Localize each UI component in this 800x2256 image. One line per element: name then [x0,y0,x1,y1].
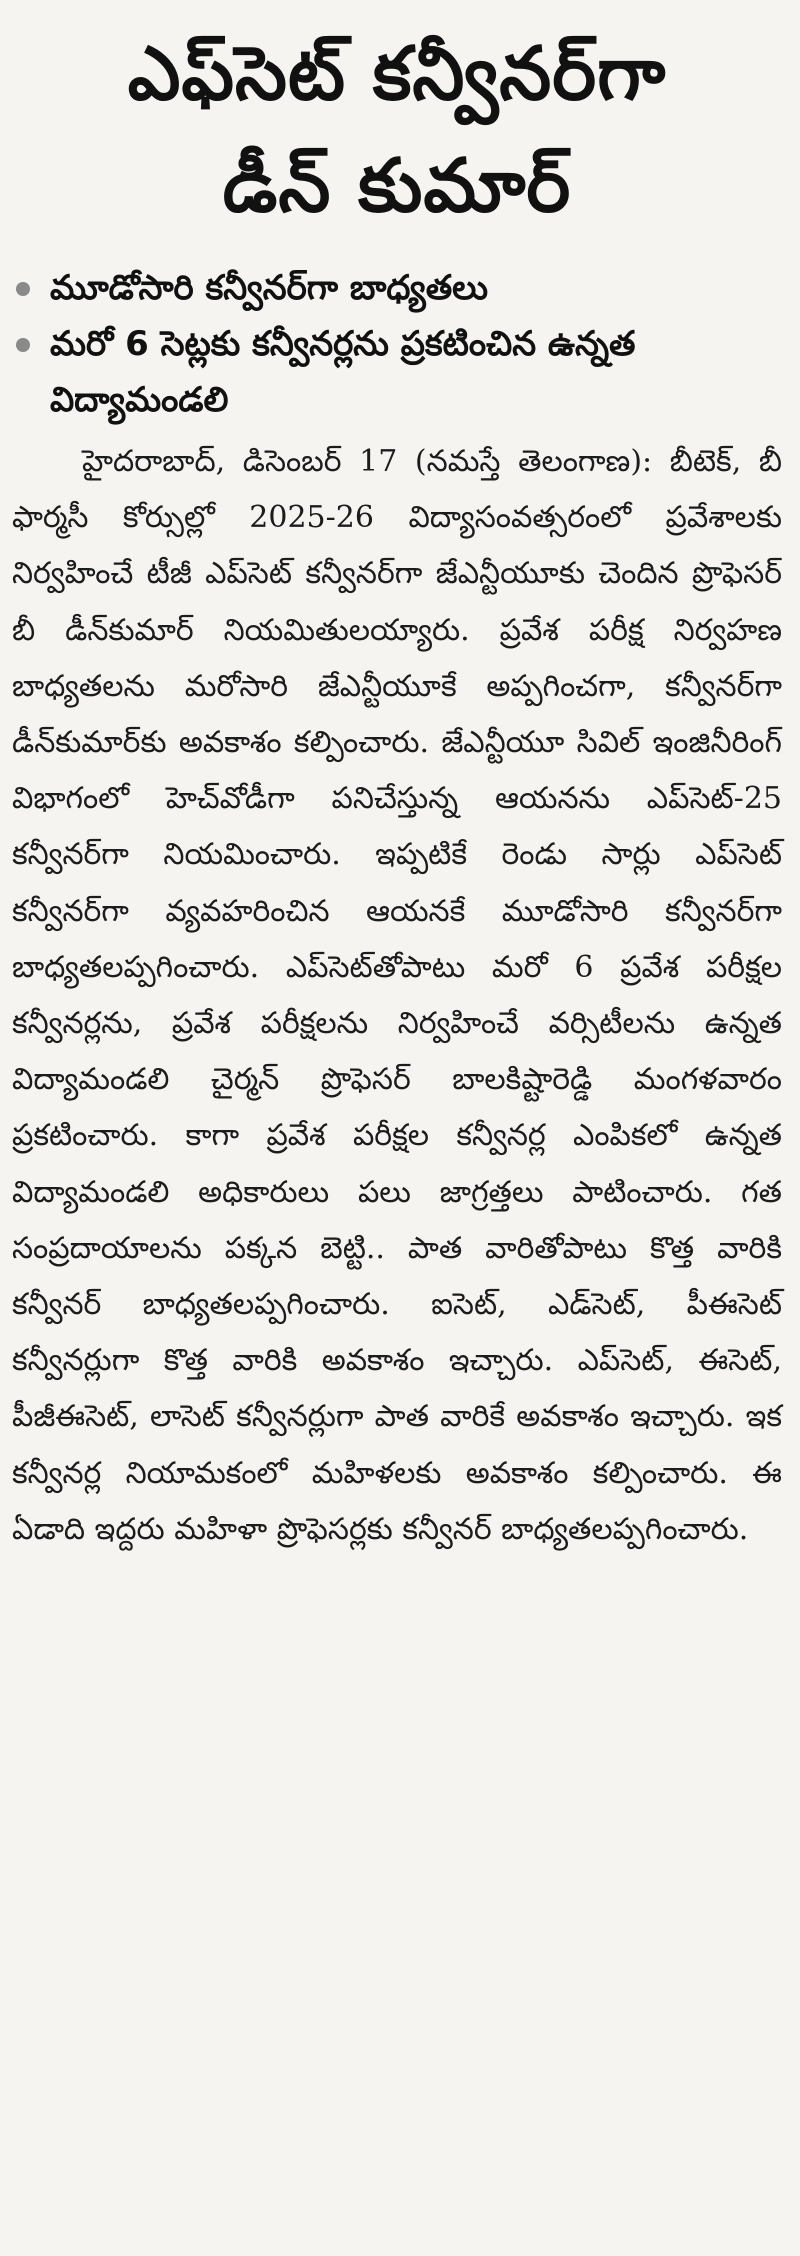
highlight-text: మూడోసారి కన్వీనర్‌గా బాధ్యతలు [50,268,489,308]
headline-line-2: డీన్ కుమార్ [222,143,572,229]
highlight-item [12,316,782,428]
headline-line-1: ఎఫ్‌సెట్ కన్వీనర్‌గా [127,31,667,117]
bullet-dot-icon [16,282,30,296]
headline [12,18,782,242]
highlight-item [12,260,782,316]
article-body: హైదరాబాద్, డిసెంబర్ 17 (నమస్తే తెలంగాణ): బీటెక్, బీ ఫార్మసీ కోర్సుల్లో 2025-26 విద్యాసంవత్సరంలో ప్రవేశాలకు నిర్వహించే టీజీ ఎప్‌సెట్ కన్వీనర్‌గా జేఎన్టీయూకు చెందిన ప్రొఫెసర్ బీ డీన్‌కుమార్ నియమితులయ్యారు. ప్రవేశ పరీక్ష నిర్వహణ బాధ్యతలను మరోసారి జేఎన్టీయూకే అప్పగించగా, కన్వీనర్‌గా డీన్‌కుమార్‌కు అవకాశం కల్పించారు. జేఎన్టీయూ సివిల్ ఇంజినీరింగ్ విభాగంలో హెచ్‌వోడీగా పనిచేస్తున్న ఆయనను ఎప్‌సెట్-25 కన్వీనర్‌గా నియమించారు. ఇప్పటికే రెండు సార్లు ఎప్‌సెట్ కన్వీనర్‌గా వ్యవహరించిన ఆయనకే మూడోసారి కన్వీనర్‌గా బాధ్యతలప్పగించారు. ఎప్‌సెట్‌తోపాటు మరో 6 ప్రవేశ పరీక్షల కన్వీనర్లను, ప్రవేశ పరీక్షలను నిర్వహించే వర్సిటీలను ఉన్నత విద్యామండలి చైర్మన్ ప్రొఫెసర్ బాలకిష్టారెడ్డి మంగళవారం ప్రకటించారు. కాగా ప్రవేశ పరీక్షల కన్వీనర్ల ఎంపికలో ఉన్నత విద్యామండలి అధికారులు పలు జాగ్రత్తలు పాటించారు. గత సంప్రదాయాలను పక్కన బెట్టి.. పాత వారితోపాటు కొత్త వారికి కన్వీనర్ బాధ్యతలప్పగించారు. ఐసెట్, ఎడ్‌సెట్, పీఈసెట్ కన్వీనర్లుగా కొత్త వారికి అవకాశం ఇచ్చారు. ఎప్‌సెట్, ఈసెట్, పీజీఈసెట్, లాసెట్ కన్వీనర్లుగా పాత వారికే అవకాశం ఇచ్చారు. ఇక కన్వీనర్ల నియామకంలో మహిళలకు అవకాశం కల్పించారు. ఈ ఏడాది ఇద్దరు మహిళా ప్రొఫెసర్లకు కన్వీనర్ బాధ్యతలప్పగించారు. [12,444,782,1547]
highlights-list [12,260,782,428]
bullet-dot-icon [16,338,30,352]
highlight-text: మరో 6 సెట్లకు కన్వీనర్లను ప్రకటించిన ఉన్నత విద్యామండలి [50,324,636,420]
